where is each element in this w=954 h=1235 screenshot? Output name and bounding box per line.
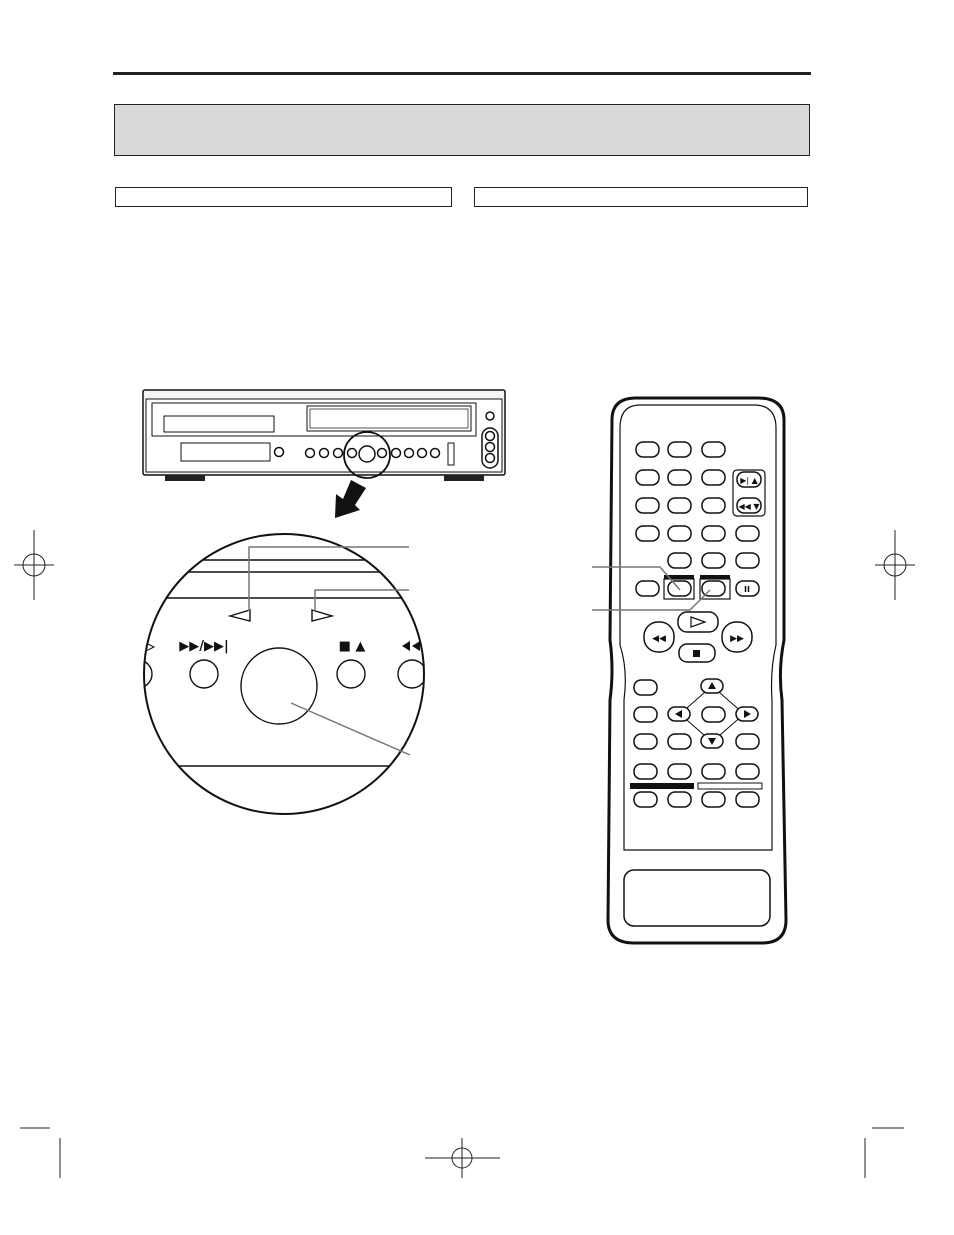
svg-text:◀◀ ▼: ◀◀ ▼ [738,502,760,511]
svg-text:▶| ▲: ▶| ▲ [740,476,758,485]
svg-text:▶▶: ▶▶ [730,634,744,644]
svg-text:II: II [744,585,750,594]
closeup-ffwd-skip-label: ▶▶/▶▶| [179,639,229,654]
closeup-stop-eject-label: ■ ▲ [338,639,366,654]
svg-text:◀◀: ◀◀ [652,634,666,644]
